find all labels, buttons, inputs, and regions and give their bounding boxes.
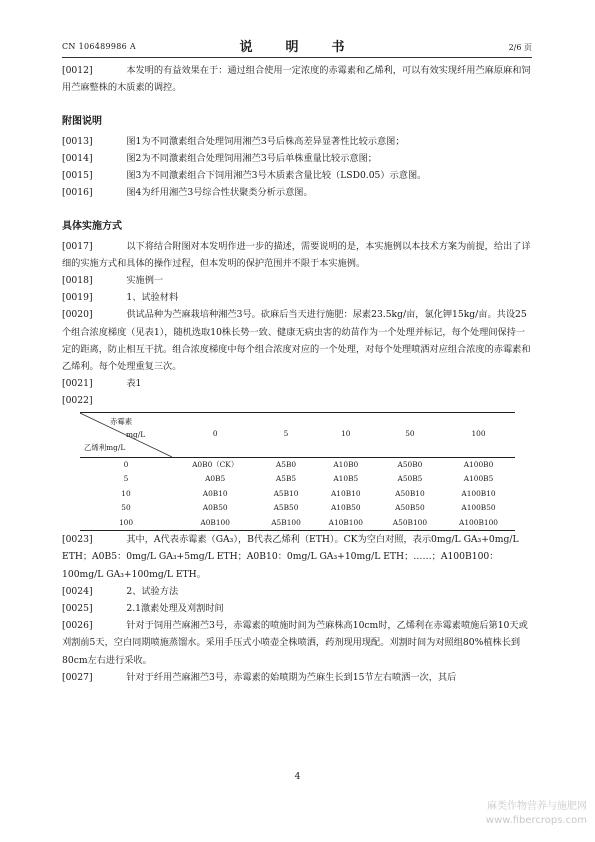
row-label: 10	[121, 488, 131, 498]
paragraph-number: [0021]	[62, 378, 93, 390]
paragraph-text: 本发明的有益效果在于：通过组合使用一定浓度的赤霉素和乙烯利，可以有效实现纤用苎麻原麻和饲用苎麻整株的木质素的调控。	[62, 65, 531, 94]
table-header-row	[80, 412, 515, 457]
table-col-header: 10	[314, 412, 378, 457]
paragraph-number: [0026]	[62, 620, 93, 632]
paragraph-number: [0014]	[62, 152, 93, 164]
paragraph	[62, 133, 532, 150]
table-cell: A5B100	[258, 516, 313, 531]
corner-label-eth: 乙烯利mg/L	[84, 442, 126, 452]
paragraph-number: [0024]	[62, 585, 93, 597]
page-header	[62, 36, 532, 56]
table-cell: A10B0	[333, 459, 359, 469]
paragraph-number: [0022]	[62, 395, 93, 407]
table-col-header: 50	[378, 412, 442, 457]
watermark	[486, 800, 587, 828]
table-row	[80, 487, 515, 502]
table-cell: A0B50	[202, 503, 228, 513]
paragraph-number: [0016]	[62, 187, 93, 199]
treatment-table	[80, 412, 515, 532]
paragraph	[62, 306, 532, 375]
table-cell: A0B5	[205, 474, 226, 484]
table-cell: A0B10	[202, 488, 228, 498]
paragraph-number: [0012]	[62, 65, 93, 76]
paragraph-number: [0025]	[62, 602, 93, 614]
table-row	[80, 516, 515, 531]
paragraph-text: 图1为不同激素组合处理饲用湘苎3号后株高差异显著性比较示意图；	[108, 135, 405, 147]
paragraph-number: [0027]	[62, 671, 93, 683]
paragraph-number: [0023]	[62, 534, 93, 546]
paragraph-text: 图4为纤用湘苎3号综合性状聚类分析示意图。	[108, 187, 313, 199]
paragraph-number: [0013]	[62, 135, 93, 147]
table-cell: A5B5	[275, 474, 297, 484]
paragraph	[62, 272, 532, 289]
paragraph-text: 其中，A代表赤霉素（GA₃），B代表乙烯利（ETH）。CK为空白对照，表示0mg/L GA₃+0mg/L ETH；A0B5：0mg/L GA₃+5mg/L ETH；A0B10：0mg/L GA₃+10mg/L ETH；……；A100B100：100mg/L GA₃+100mg/L ETH。	[62, 534, 519, 580]
table-cell: A5B10	[273, 488, 299, 498]
paragraph-number: [0015]	[62, 170, 93, 182]
row-label: 100	[80, 516, 172, 531]
paragraph-text: 表1	[108, 378, 142, 390]
paragraph-text: 以下将结合附图对本发明作进一步的描述，需要说明的是，本实施例以本技术方案为前提，给出了详细的实施方式和具体的操作过程，但本发明的保护范围并不限于本实施例。	[62, 240, 531, 269]
corner-label-unit: mg/L	[126, 429, 146, 439]
table-cell: A10B10	[330, 488, 361, 498]
paragraph-text: 1、试验材料	[108, 292, 179, 304]
table-cell: A0B100	[172, 516, 258, 531]
section-heading-figures: 附图说明	[62, 116, 102, 128]
paragraph	[62, 167, 532, 184]
document-title: 说 明 书	[239, 40, 355, 55]
page-number: 4	[294, 772, 301, 782]
publication-number: CN 106489986 A	[62, 42, 136, 51]
table-cell: A100B5	[463, 474, 494, 484]
table-cell: A50B100	[378, 516, 442, 531]
paragraph	[62, 62, 532, 96]
paragraph-text: 2.1激素处理及刈割时间	[108, 602, 224, 614]
watermark-url: www.fibercrops.com	[485, 815, 587, 826]
header-rule	[62, 57, 532, 58]
paragraph	[62, 289, 532, 306]
table-row	[80, 457, 515, 472]
paragraph-number: [0020]	[62, 309, 93, 321]
row-label: 50	[121, 503, 131, 513]
table-cell: A10B100	[314, 516, 378, 531]
table-cell: A100B0	[463, 459, 494, 469]
table-col-header: 100	[442, 412, 515, 457]
table-cell: A50B0	[397, 459, 423, 469]
paragraph-number: [0019]	[62, 292, 93, 304]
paragraph-text: 供试品种为苎麻栽培种湘苎3号。砍麻后当天进行施肥：尿素23.5kg/亩，氯化钾15kg/亩。共设25个组合浓度梯度（见表1），随机选取10株长势一致、健康无病虫害的幼苗作为一个处理并标记，每个处理间保持一定的距离，防止相互干扰。组合浓度梯度中每个组合浓度对应的一个处理，对每个处理喷洒对应组合浓度的赤霉素和乙烯利。每个处理重复三次。	[62, 309, 531, 373]
paragraph	[62, 531, 532, 583]
paragraph	[62, 375, 532, 392]
page-indicator: 2/6 页	[508, 43, 532, 52]
table-corner-cell	[80, 412, 172, 457]
table-cell: A50B5	[397, 474, 423, 484]
table-cell: A100B50	[461, 503, 496, 513]
paragraph	[62, 583, 532, 600]
paragraph-text: 图2为不同激素组合处理饲用湘苎3号后单株重量比较示意图；	[108, 152, 377, 164]
table-cell: A100B100	[442, 516, 515, 531]
paragraph	[62, 669, 532, 686]
table-col-header: 0	[172, 412, 258, 457]
document-body	[62, 62, 532, 686]
paragraph-text: 实施例一	[108, 275, 164, 287]
table-row	[80, 501, 515, 516]
table-cell: A100B10	[461, 488, 496, 498]
watermark-title: 麻类作物营养与施肥网	[487, 801, 587, 812]
row-label: 5	[123, 474, 129, 484]
table-row	[80, 472, 515, 487]
row-label: 0	[123, 459, 129, 469]
table-cell: A10B50	[330, 503, 361, 513]
table-col-header: 5	[258, 412, 313, 457]
table-cell: A50B10	[395, 488, 425, 498]
table-cell: A0B0（CK）	[192, 459, 239, 469]
paragraph	[62, 600, 532, 617]
paragraph	[62, 184, 532, 201]
paragraph-number: [0018]	[62, 275, 93, 287]
paragraph-text: 针对于饲用苎麻湘苎3号，赤霉素的喷施时间为苎麻株高10cm时，乙烯利在赤霉素喷施后第10天或刈割前5天，空白同期喷施蒸馏水。采用手压式小喷壶全株喷洒，药剂现用现配。刈割时间为对照组80%植株长到80cm左右进行采收。	[62, 620, 528, 666]
table-cell: A5B0	[275, 459, 297, 469]
paragraph-number: [0017]	[62, 240, 93, 252]
corner-label-ga: 赤霉素	[110, 416, 133, 426]
section-heading-embodiment: 具体实施方式	[62, 221, 122, 233]
paragraph	[62, 392, 532, 409]
table-cell: A5B50	[273, 503, 299, 513]
table-cell: A50B50	[395, 503, 425, 513]
paragraph-text: 图3为不同激素组合下饲用湘苎3号木质素含量比较（LSD0.05）示意图。	[108, 170, 427, 182]
paragraph	[62, 617, 532, 669]
paragraph-text: 针对于纤用苎麻湘苎3号，赤霉素的始喷期为苎麻生长到15节左右喷洒一次，其后	[108, 671, 457, 683]
paragraph	[62, 238, 532, 272]
paragraph-text: 2、试验方法	[108, 585, 179, 597]
table-cell: A10B5	[333, 474, 359, 484]
paragraph	[62, 150, 532, 167]
